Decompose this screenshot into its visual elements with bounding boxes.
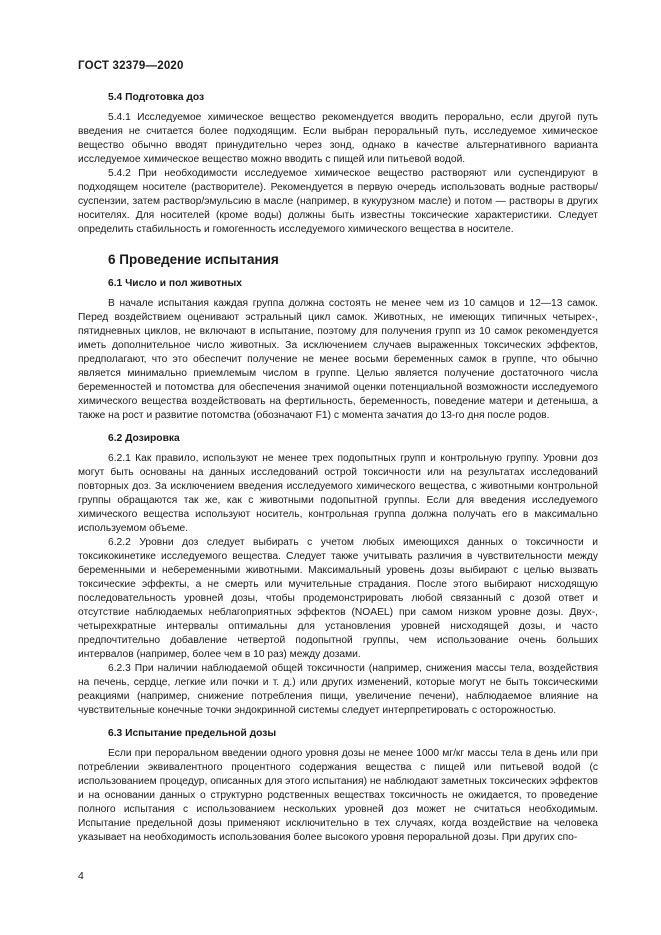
paragraph-6-3: Если при пероральном введении одного уровня дозы не менее 1000 мг/кг массы тела в день или при потреблении эквивалентного процентного содержания вещества с пищей или питьевой водой (с использованием процедур, описанных для этого испытания) не наблюдают заметных токсических эффектов и на основании данных о структурно родственных веществах токсичность не ожидается, то проведение полного испытания с использованием нескольких уровней доз может не считаться необходимым. Испытание предельной дозы применяют исключительно в тех случаях, когда воздействие на человека указывает на необходимость использования более высокого уровня пероральной дозы. При других спо-: [78, 748, 598, 843]
paragraph-5-4-1: 5.4.1 Исследуемое химическое вещество рекомендуется вводить перорально, если другой путь введения не считается более подходящим. Если выбран пероральный путь, исследуемое химическое вещество обычно вводят принудительно через зонд, однако в качестве альтернативного варианта исследуемое химическое вещество можно вводить с пищей или питьевой водой.: [78, 112, 598, 165]
paragraph-6-1: В начале испытания каждая группа должна состоять не менее чем из 10 самцов и 12—13 самок. Перед воздействием оценивают эстральный цикл самок. Животных, не имеющих типичных четырех-, пятидневных циклов, не включают в испытание, поэтому для получения групп из 10 самок рекомендуется иметь дополнительное число животных. За исключением случаев выраженных токсических эффектов, предполагают, что это обеспечит получение не менее восьми беременных самок в группе, что обычно является минимально приемлемым числом в группе. Целью является получение достаточного числа беременностей и потомства для обеспечения значимой оценки потенциальной возможности исследуемого химического вещества воздействовать на фертильность, беременность, поведение матери и детеныша, а также на рост и развитие потомства (обозначают F1) с момента зачатия до 13-го дня после родов.: [78, 298, 598, 421]
paragraph-6-2-1: 6.2.1 Как правило, используют не менее трех подопытных групп и контрольную группу. Уровни доз могут быть основаны на данных исследований острой токсичности или на результатах исследований повторных доз. За исключением введения исследуемого химического вещества, с животными контрольной группы обращаются так же, как с животными подопытной группы. Если для введения исследуемого химического вещества используют носитель, контрольная группа должна получать его в максимально используемом объеме.: [78, 453, 598, 534]
paragraph-5-4-2: 5.4.2 При необходимости исследуемое химическое вещество растворяют или суспендируют в подходящем носителе (растворителе). Рекомендуется в первую очередь использовать водные растворы/суспензии, затем раствор/эмульсию в масле (например, в кукурузном масле) и потом — растворы в других носителях. Для носителей (кроме воды) должны быть известны токсические характеристики. Следует определить стабильность и гомогенность исследуемого химического вещества в носителе.: [78, 168, 598, 235]
paragraph-6-2-2: 6.2.2 Уровни доз следует выбирать с учетом любых имеющихся данных о токсичности и токсикокинетике исследуемого вещества. Следует также учитывать различия в чувствительности между беременными и небеременными животными. Максимальный уровень дозы выбирают с целью вызвать токсические эффекты, а не смерть или мучительные страдания. После этого выбирают нисходящую последовательность уровней дозы, чтобы продемонстрировать любой связанный с дозой ответ и отсутствие наблюдаемых неблагоприятных эффектов (NOAEL) при самом низком уровне дозы. Двух-, четырехкратные интервалы оптимальны для установления уровней нисходящей дозы, и часто предпочтительно добавление четвертой подопытной группы, чем использование очень больших интервалов (например, более чем в 10 раз) между дозами.: [78, 537, 598, 660]
page-number: 4: [78, 870, 84, 882]
paragraph-6-2-3: 6.2.3 При наличии наблюдаемой общей токсичности (например, снижения массы тела, воздействия на печень, сердце, легкие или почки и т. д.) или других изменений, которые могут не быть токсическими реакциями (например, снижение потребления пищи, увеличение печени), наблюдаемое влияние на чувствительные конечные точки эндокринной системы следует интерпретировать с осторожностью.: [78, 663, 598, 716]
section-6-1-heading: 6.1 Число и пол животных: [108, 278, 242, 289]
section-6-2-heading: 6.2 Дозировка: [108, 433, 180, 444]
section-5-4-heading: 5.4 Подготовка доз: [108, 92, 205, 103]
section-6-heading: 6 Проведение испытания: [108, 252, 279, 267]
document-body: [78, 88, 598, 845]
standard-number: ГОСТ 32379—2020: [78, 60, 184, 72]
section-6-3-heading: 6.3 Испытание предельной дозы: [108, 728, 277, 739]
